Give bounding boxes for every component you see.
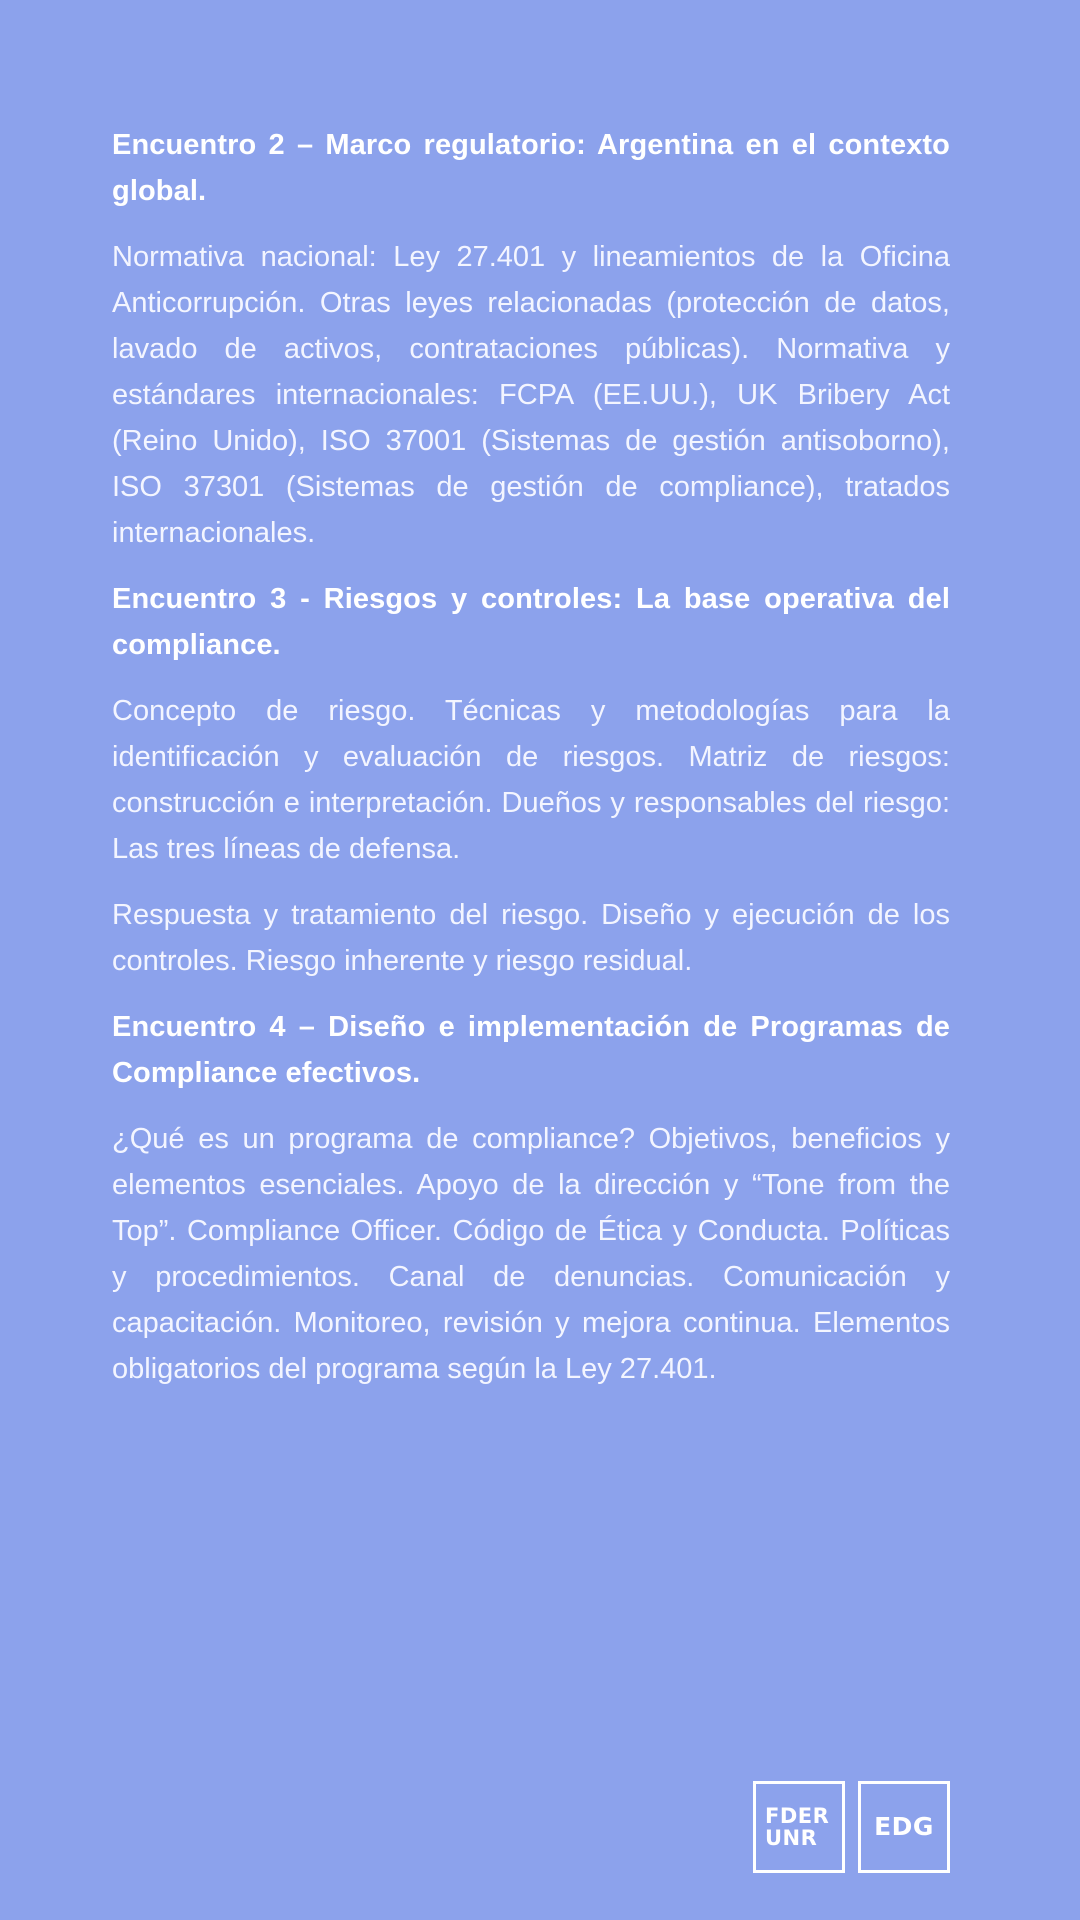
- edg-logo-text: EDG: [874, 1812, 934, 1841]
- section-encuentro-4: [112, 1004, 950, 1392]
- section-heading: Encuentro 3 - Riesgos y controles: La base operativa del compliance.: [112, 583, 950, 661]
- footer-logos: [753, 1781, 950, 1873]
- section-encuentro-2: [112, 122, 950, 556]
- section-heading: Encuentro 4 – Diseño e implementación de Programas de Compliance efectivos.: [112, 1011, 950, 1089]
- fder-unr-logo: [753, 1781, 845, 1873]
- unr-logo-text: UNR: [765, 1826, 818, 1850]
- section-encuentro-3: [112, 576, 950, 984]
- section-paragraph: ¿Qué es un programa de compliance? Objetivos, beneficios y elementos esenciales. Apoyo de la dirección y “Tone from the Top”. Compliance Officer. Código de Ética y Conducta. Políticas y procedimientos. Canal de denuncias. Comunicación y capacitación. Monitoreo, revisión y mejora continua. Elementos obligatorios del programa según la Ley 27.401.: [112, 1123, 950, 1385]
- section-paragraph: Concepto de riesgo. Técnicas y metodologías para la identificación y evaluación de riesgos. Matriz de riesgos: construcción e interpretación. Dueños y responsables del riesgo: Las tres líneas de defensa.: [112, 695, 950, 865]
- fder-logo-text: FDER: [765, 1804, 830, 1828]
- section-paragraph: Respuesta y tratamiento del riesgo. Diseño y ejecución de los controles. Riesgo inherente y riesgo residual.: [112, 899, 950, 977]
- document-body: [112, 122, 950, 1412]
- edg-logo: [858, 1781, 950, 1873]
- section-paragraph: Normativa nacional: Ley 27.401 y lineamientos de la Oficina Anticorrupción. Otras leyes relacionadas (protección de datos, lavado de activos, contrataciones públicas). Normativa y estándares internacionales: FCPA (EE.UU.), UK Bribery Act (Reino Unido), ISO 37001 (Sistemas de gestión antisoborno), ISO 37301 (Sistemas de gestión de compliance), tratados internacionales.: [112, 241, 950, 549]
- section-heading: Encuentro 2 – Marco regulatorio: Argentina en el contexto global.: [112, 129, 950, 207]
